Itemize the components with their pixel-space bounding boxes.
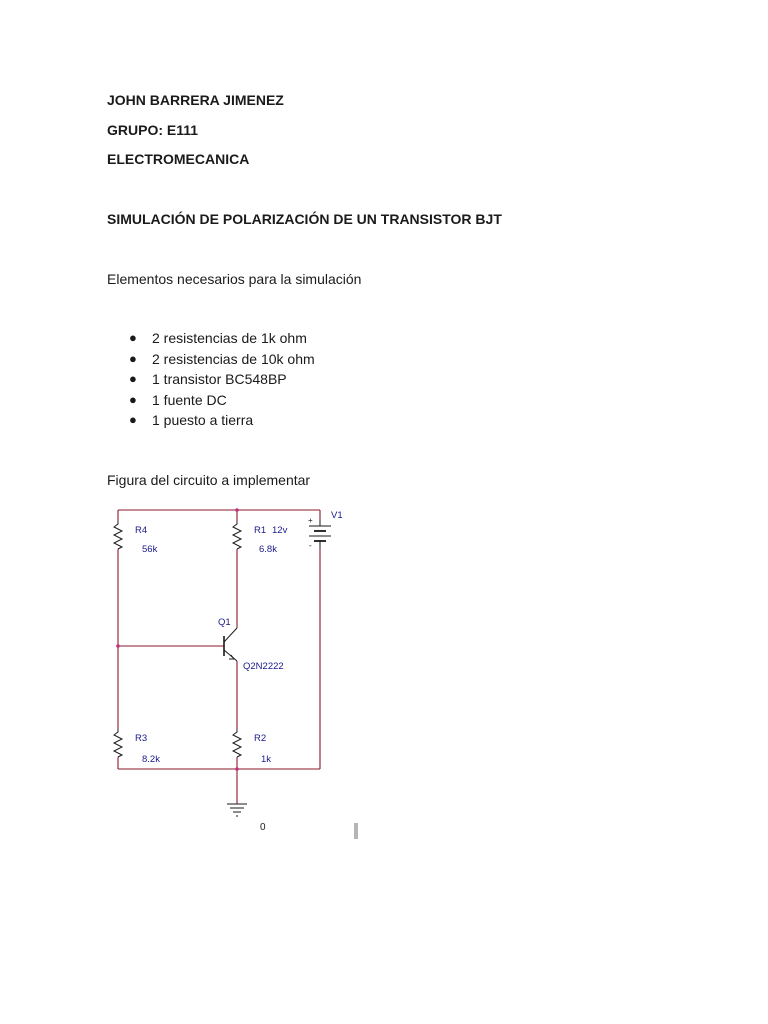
elements-heading: Elementos necesarios para la simulación [107, 271, 362, 287]
r2-value: 1k [261, 754, 272, 765]
r4-resistor-icon [114, 521, 122, 549]
document-title: SIMULACIÓN DE POLARIZACIÓN DE UN TRANSISTOR BJT [107, 211, 502, 227]
transistor-label: Q1 [218, 617, 231, 628]
list-item: ● 1 puesto a tierra [107, 410, 315, 431]
transistor-model: Q2N2222 [243, 661, 284, 672]
list-item: ● 1 fuente DC [107, 390, 315, 411]
r2-label: R2 [254, 733, 267, 744]
r4-label: R4 [135, 525, 148, 536]
text-cursor [354, 823, 358, 839]
bullet-icon: ● [129, 350, 137, 366]
figure-heading: Figura del circuito a implementar [107, 472, 311, 488]
bullet-icon: ● [129, 330, 137, 345]
bullet-icon: ● [129, 391, 137, 407]
r4-value: 56k [142, 544, 158, 555]
r3-value: 8.2k [142, 754, 160, 765]
group-line: GRUPO: E111 [107, 122, 199, 138]
circuit-nodes [116, 508, 239, 771]
r1-label: R1 [254, 525, 267, 536]
r2-resistor-icon [233, 729, 241, 757]
transistor-icon [224, 628, 237, 661]
plus-sign: + [308, 516, 313, 525]
list-item: ● 2 resistencias de 1k ohm [107, 328, 315, 349]
ground-label: 0 [260, 822, 266, 833]
bullet-icon: ● [129, 371, 137, 387]
r3-resistor-icon [114, 729, 122, 757]
ground-icon [227, 804, 247, 816]
list-item: ● 1 transistor BC548BP [107, 369, 315, 390]
r3-label: R3 [135, 733, 148, 744]
author-name: JOHN BARRERA JIMENEZ [107, 92, 284, 108]
list-item: ● 2 resistencias de 10k ohm [107, 349, 315, 370]
source-value: 12v [272, 525, 288, 536]
r1-value: 6.8k [259, 544, 277, 555]
minus-sign: - [309, 541, 312, 550]
r1-resistor-icon [233, 521, 241, 549]
bullet-icon: ● [129, 412, 137, 428]
program-line: ELECTROMECANICA [107, 151, 250, 167]
source-label: V1 [331, 510, 343, 521]
